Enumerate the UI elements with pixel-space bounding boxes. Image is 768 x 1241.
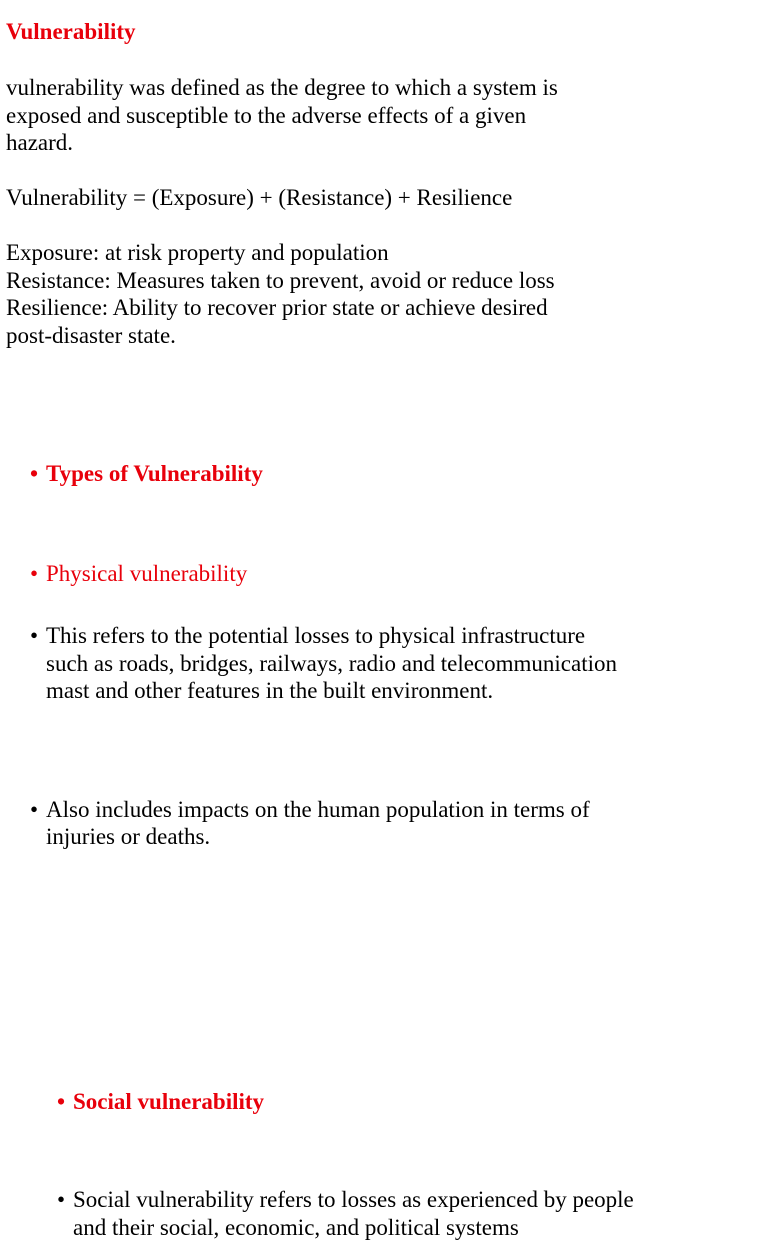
bullet-icon: • [30, 796, 44, 824]
point-line: Social vulnerability refers to losses as experienced by people [73, 1186, 768, 1214]
point-line: This refers to the potential losses to physical infrastructure [46, 622, 768, 650]
point-line: Also includes impacts on the human population in terms of [46, 796, 768, 824]
bullet-icon: • [30, 622, 44, 650]
point-line: mast and other features in the built environment. [46, 677, 768, 705]
bullet-icon: • [57, 1088, 71, 1116]
types-heading-text: Types of Vulnerability [46, 460, 768, 488]
point-line: such as roads, bridges, railways, radio and telecommunication [46, 650, 768, 678]
component-resilience: Resilience: Ability to recover prior state or achieve desired [6, 294, 555, 322]
definition-line: hazard. [6, 129, 558, 157]
point-line: injuries or deaths. [46, 823, 768, 851]
types-heading [30, 460, 768, 488]
component-exposure: Exposure: at risk property and population [6, 239, 555, 267]
page-title: Vulnerability [6, 17, 136, 47]
component-resistance: Resistance: Measures taken to prevent, avoid or reduce loss [6, 267, 555, 295]
bullet-icon: • [30, 460, 44, 488]
social-point-1-text [73, 1186, 768, 1241]
definition-paragraph [6, 74, 558, 157]
social-heading [57, 1088, 768, 1116]
point-line: and their social, economic, and political systems [73, 1214, 768, 1241]
physical-heading [30, 560, 768, 588]
components-paragraph [6, 239, 555, 349]
bullet-icon: • [57, 1186, 71, 1214]
definition-line: exposed and susceptible to the adverse effects of a given [6, 102, 558, 130]
physical-point-2-text [46, 796, 768, 851]
bullet-icon: • [30, 560, 44, 588]
physical-point-1 [30, 622, 768, 705]
social-heading-text: Social vulnerability [73, 1088, 768, 1116]
definition-line: vulnerability was defined as the degree to which a system is [6, 74, 558, 102]
formula-text: Vulnerability = (Exposure) + (Resistance) + Resilience [6, 184, 512, 212]
physical-point-2 [30, 796, 768, 851]
social-point-1 [57, 1186, 768, 1241]
physical-heading-text: Physical vulnerability [46, 560, 768, 588]
physical-point-1-text [46, 622, 768, 705]
component-resilience-cont: post-disaster state. [6, 322, 555, 350]
